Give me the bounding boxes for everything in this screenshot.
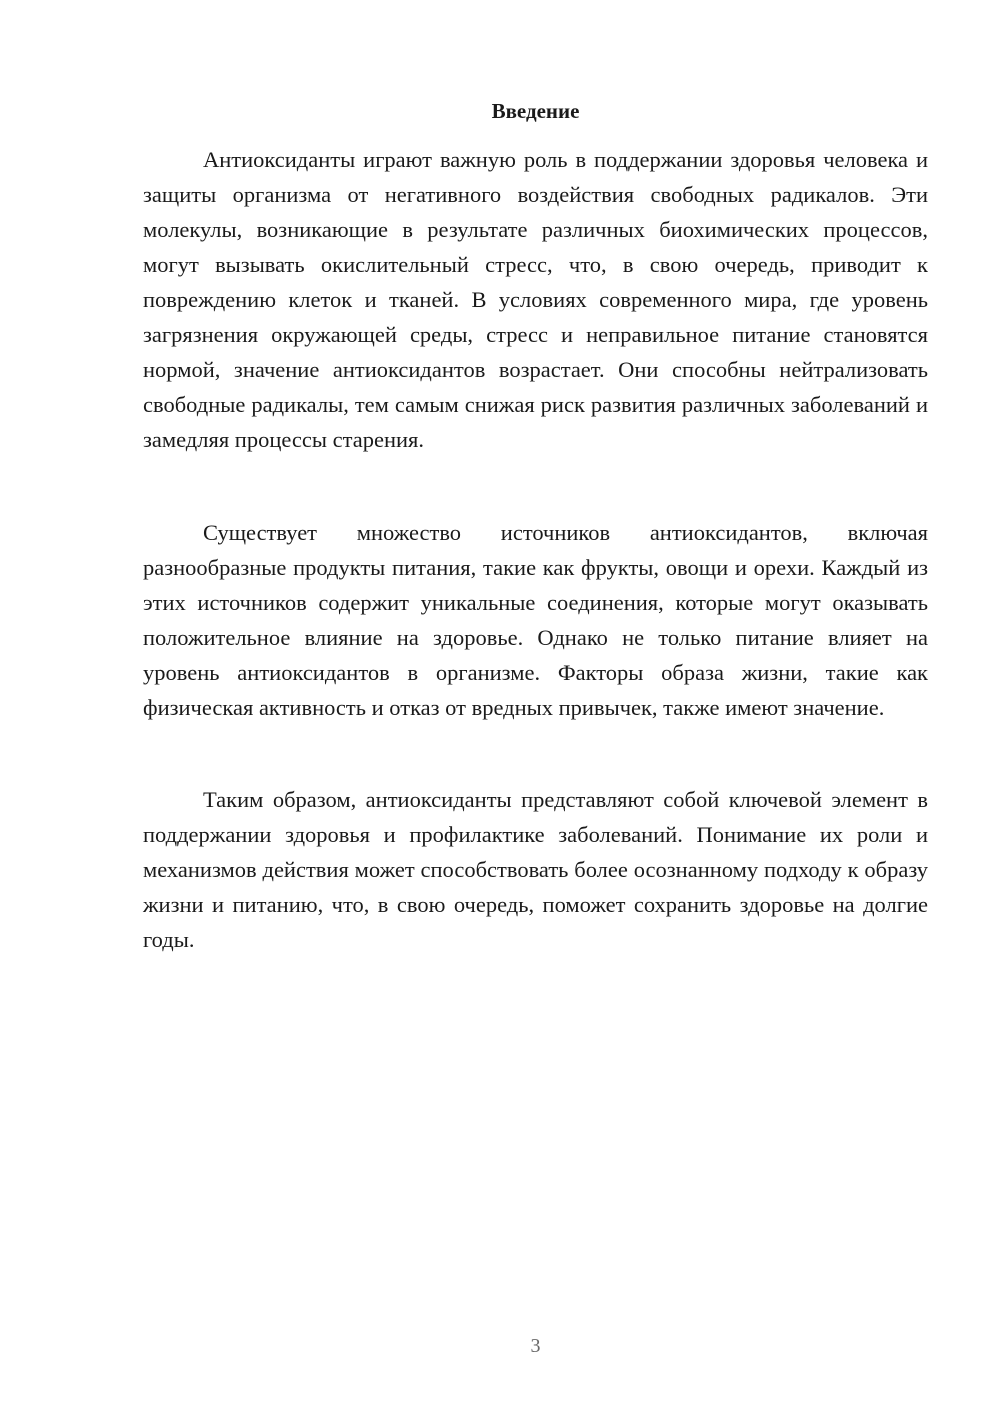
section-heading: Введение	[491, 99, 580, 123]
paragraph-conclusion: Таким образом, антиоксиданты представляют собой ключевой элемент в поддержании здоровья и профилактике заболеваний. Понимание их роли и механизмов действия может способствовать более осознанному подходу к образу жизни и питанию, что, в свою очередь, поможет сохранить здоровье на долгие годы.	[143, 787, 928, 952]
page-number: 3	[530, 1335, 541, 1357]
paragraph-intro: Антиоксиданты играют важную роль в поддержании здоровья человека и защиты организма от негативного воздействия свободных радикалов. Эти молекулы, возникающие в результате различных биохимических процессов, могут вызывать окислительный стресс, что, в свою очередь, приводит к повреждению клеток и тканей. В условиях современного мира, где уровень загрязнения окружающей среды, стресс и неправильное питание становятся нормой, значение антиоксидантов возрастает. Они способны нейтрализовать свободные радикалы, тем самым снижая риск развития различных заболеваний и замедляя процессы старения.	[143, 147, 928, 452]
paragraph-sources: Существует множество источников антиоксидантов, включая разнообразные продукты питания, такие как фрукты, овощи и орехи. Каждый из этих источников содержит уникальные соединения, которые могут оказывать положительное влияние на здоровье. Однако не только питание влияет на уровень антиоксидантов в организме. Факторы образа жизни, такие как физическая активность и отказ от вредных привычек, также имеют значение.	[143, 520, 928, 720]
